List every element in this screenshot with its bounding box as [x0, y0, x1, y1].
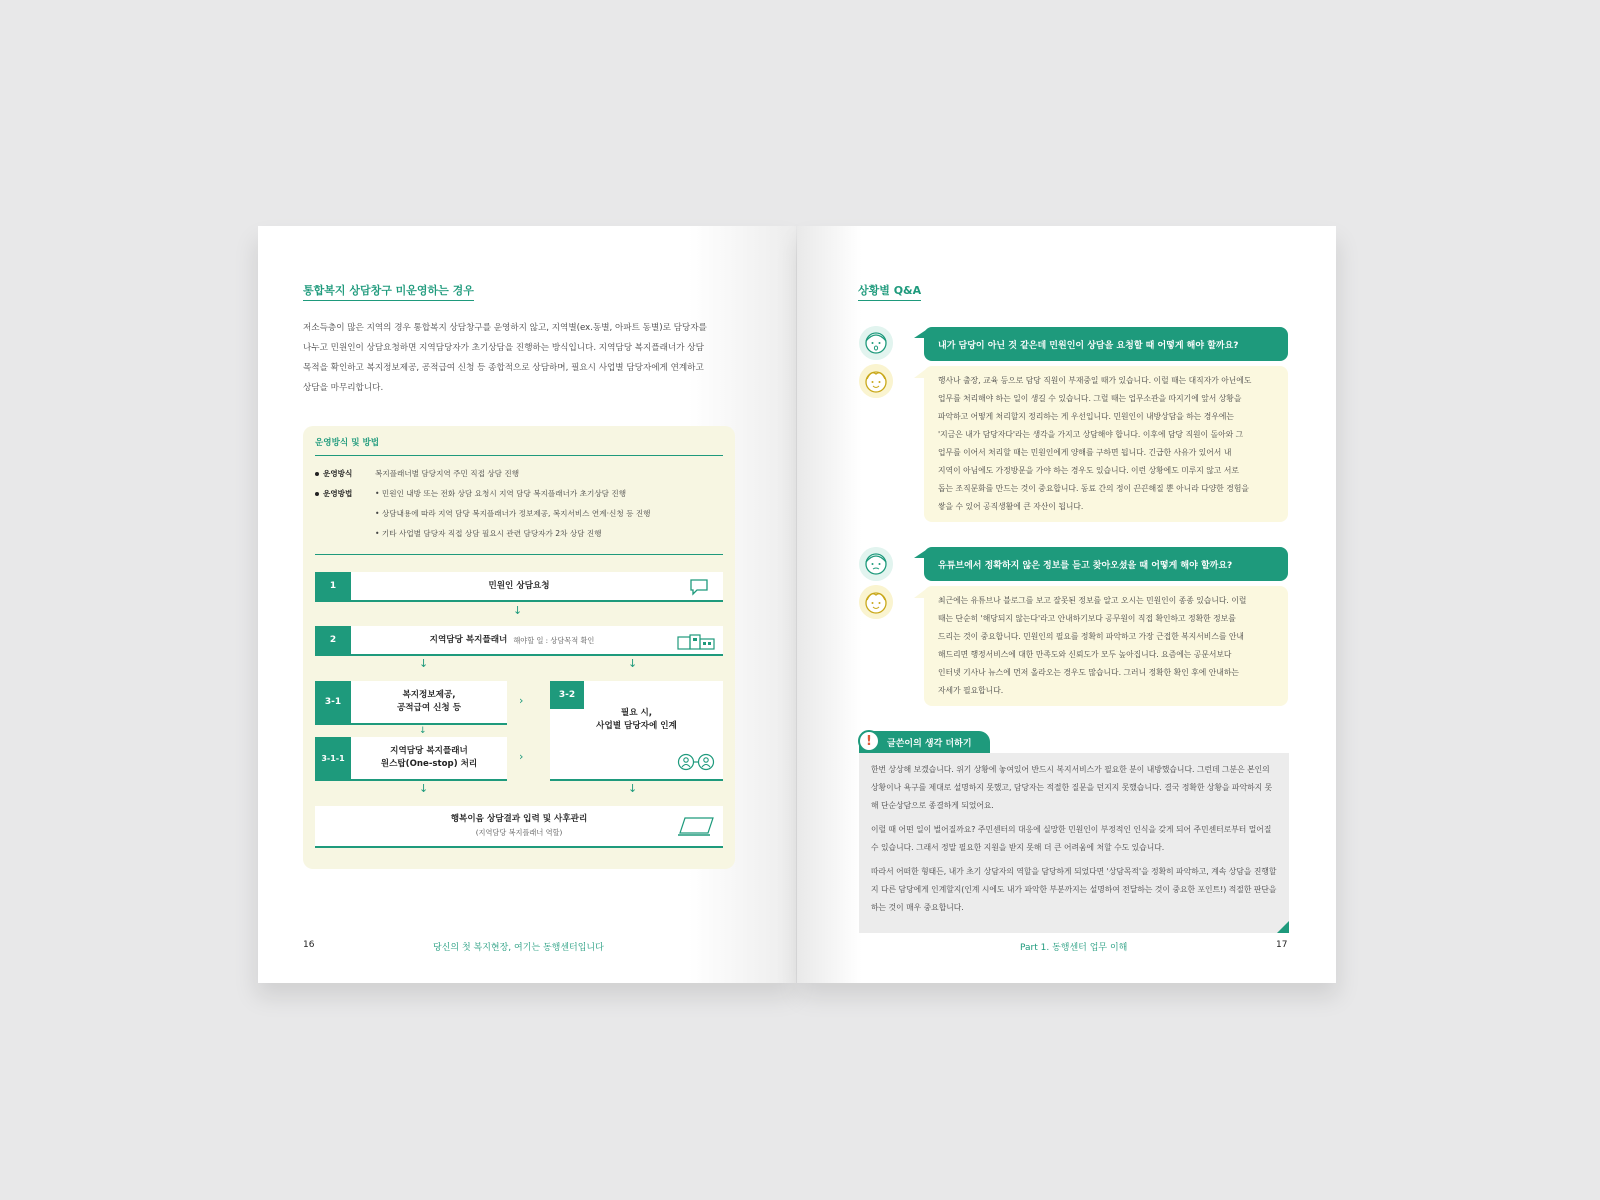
answer-bubble-1 — [924, 366, 1288, 522]
operation-box — [303, 426, 735, 869]
intro-line: 나누고 민원인이 상담요청하면 지역담당자가 초기상담을 진행하는 방식입니다. 지역담당 복지플래너가 상담 — [303, 343, 704, 353]
flow-step-3-2 — [550, 681, 723, 781]
answer-line: 최근에는 유튜브나 블로그를 보고 잘못된 정보를 알고 오시는 민원인이 종종 있습니다. 이럴 — [938, 596, 1247, 605]
step-label — [351, 626, 673, 654]
boy-avatar-icon — [859, 364, 893, 398]
note-tab: 글쓴이의 생각 더하기 — [859, 731, 990, 753]
answer-line: 인터넷 기사나 뉴스에 먼저 올라오는 경우도 많습니다. 그러니 정확한 확인 후에 안내하는 — [938, 668, 1239, 677]
page-number: 17 — [1276, 940, 1288, 950]
answer-line: '지금은 내가 담당자다'라는 생각을 가지고 상담해야 합니다. 이후에 담당 직원이 돌아와 그 — [938, 430, 1244, 439]
how-item: • 민원인 내방 또는 전화 상담 요청시 지역 담당 복지플래너가 초기상담 진행 — [375, 489, 627, 498]
step-label — [351, 737, 507, 779]
step-number: 3-1 — [315, 681, 351, 723]
flow-step-final — [315, 806, 723, 848]
operation-method-row — [315, 468, 352, 479]
step-line: 행복이음 상담결과 입력 및 사후관리 — [450, 814, 588, 824]
step-subtext: (지역담당 복지플래너 역할) — [475, 828, 563, 837]
chevron-right-icon: › — [519, 750, 524, 763]
flow-step-1 — [315, 572, 723, 602]
down-arrow-icon: ↓ — [628, 782, 638, 795]
exclamation-icon: ! — [858, 730, 880, 752]
step-title: 지역담당 복지플래너 — [429, 634, 508, 645]
step-line: 공적급여 신청 등 — [396, 703, 462, 713]
answer-line: 파악하고 어떻게 처리할지 정리하는 게 우선입니다. 민원인이 내방상담을 하는 경우에는 — [938, 412, 1234, 421]
footer-title: 당신의 첫 복지현장, 여기는 동행센터입니다 — [433, 943, 604, 953]
step-number: 3-2 — [550, 681, 584, 709]
answer-line: 업무를 이어서 처리할 때는 민원인에게 양해를 구하면 됩니다. 긴급한 사유가 있어서 내 — [938, 448, 1232, 457]
step-line: 필요 시, — [620, 708, 653, 718]
answer-line: 지역이 아님에도 가정방문을 가야 하는 경우도 있습니다. 이런 상황에도 미루지 않고 서로 — [938, 466, 1239, 475]
down-arrow-icon: ↓ — [628, 657, 638, 670]
question-bubble-1: 내가 담당이 아닌 것 같은데 민원인이 상담을 요청할 때 어떻게 해야 할까요? — [924, 327, 1288, 361]
intro-line: 상담을 마무리합니다. — [303, 383, 384, 393]
step-line: 원스탑(One-stop) 처리 — [380, 759, 478, 769]
people-transfer-icon — [677, 753, 715, 771]
footer-title: Part 1. 동행센터 업무 이해 — [1020, 943, 1128, 953]
answer-line: 해드리면 행정서비스에 대한 만족도와 신뢰도가 모두 높아집니다. 요즘에는 공문서보다 — [938, 650, 1232, 659]
note-paragraph: 따라서 어떠한 형태든, 내가 초기 상담자의 역할을 담당하게 되었다면 '상담목적'을 정확히 파악하고, 계속 상담을 진행할지 다른 담당에게 인계할지(인계 시에도 내가 파악한 부분까지는 설명하여 전달하는 것이 중요한 포인트!) 적절한 판단을 하는 것이 매우 중요합니다. — [871, 867, 1277, 912]
intro-line: 저소득층이 많은 지역의 경우 통합복지 상담창구를 운영하지 않고, 지역별(ex.동별, 아파트 동별)로 담당자를 — [303, 323, 707, 333]
operation-box-title: 운영방식 및 방법 — [315, 438, 380, 448]
answer-line: 행사나 출장, 교육 등으로 담당 직원이 부재중일 때가 있습니다. 이럴 때는 대직자가 아닌에도 — [938, 376, 1252, 385]
step-label — [550, 701, 723, 739]
chevron-right-icon: › — [519, 694, 524, 707]
step-line: 복지정보제공, — [402, 690, 456, 700]
girl-avatar-icon — [859, 326, 893, 360]
step-number: 2 — [315, 626, 351, 654]
intro-line: 목적을 확인하고 복지정보제공, 공적급여 신청 등 종합적으로 상담하며, 필요시 사업별 담당자에게 연계하고 — [303, 363, 704, 373]
down-arrow-icon: ↓ — [419, 726, 427, 736]
chat-bubble-icon — [689, 578, 709, 596]
right-page — [797, 226, 1336, 983]
step-number: 3-1-1 — [315, 737, 351, 779]
down-arrow-icon: ↓ — [419, 657, 429, 670]
divider — [315, 554, 723, 555]
bullet — [315, 492, 319, 496]
step-label — [315, 806, 723, 846]
note-paragraph: 이럴 때 어떤 일이 벌어질까요? 주민센터의 대응에 실망한 민원인이 부정적인 인식을 갖게 되어 주민센터로부터 멀어질 수 있습니다. 그래서 정말 필요한 지원을 받지 못해 더 큰 어려움에 처할 수도 있습니다. — [871, 825, 1272, 852]
divider — [315, 455, 723, 456]
left-page — [258, 226, 796, 983]
step-number: 1 — [315, 572, 351, 600]
flow-step-3-1 — [315, 681, 507, 725]
down-arrow-icon: ↓ — [513, 604, 523, 617]
step-label: 민원인 상담요청 — [488, 580, 550, 591]
intro-paragraph — [303, 318, 743, 398]
method-label: 운영방식 — [323, 469, 353, 478]
operation-how-row — [315, 488, 352, 499]
bullet — [315, 472, 319, 476]
corner-fold — [1277, 921, 1289, 933]
boy-avatar-icon — [859, 585, 893, 619]
step-line: 지역담당 복지플래너 — [390, 746, 468, 756]
answer-line: 돕는 조직문화를 만드는 것이 중요합니다. 동료 간의 정이 끈끈해질 뿐 아니라 다양한 경험을 — [938, 484, 1249, 493]
step-line: 사업별 담당자에 인계 — [596, 721, 677, 731]
method-text: 복지플래너별 담당지역 주민 직접 상담 진행 — [375, 469, 520, 478]
how-label: 운영방법 — [323, 489, 353, 498]
note-paragraph: 한번 상상해 보겠습니다. 위기 상황에 놓여있어 반드시 복지서비스가 필요한 분이 내방했습니다. 그런데 그분은 본인의 상황이나 욕구를 제대로 설명하지 못했고, 담당자는 적절한 질문을 던지지 못했습니다. 결국 정확한 상황을 파악하지 못해 단순상담으로 종결하게 되었어요. — [871, 765, 1273, 810]
page-number: 16 — [303, 940, 315, 950]
answer-bubble-2 — [924, 586, 1288, 706]
flow-step-2 — [315, 626, 723, 656]
answer-line: 드리는 것이 중요합니다. 민원인의 필요를 정확히 파악하고 가장 근접한 복지서비스를 안내 — [938, 632, 1244, 641]
question-bubble-2: 유튜브에서 정확하지 않은 정보를 듣고 찾아오셨을 때 어떻게 해야 할까요? — [924, 547, 1288, 581]
down-arrow-icon: ↓ — [419, 782, 429, 795]
note-box — [859, 753, 1289, 933]
section-heading: 상황별 Q&A — [858, 282, 921, 301]
answer-line: 쌓을 수 있어 공직생활에 큰 자산이 됩니다. — [938, 502, 1084, 511]
answer-line: 업무를 처리해야 하는 일이 생길 수 있습니다. 그럴 때는 업무소관을 따지기에 앞서 상황을 — [938, 394, 1242, 403]
office-building-icon — [677, 634, 715, 650]
flow-step-3-1-1 — [315, 737, 507, 781]
step-label — [351, 681, 507, 723]
how-item: • 기타 사업별 담당자 직접 상담 필요시 관련 담당자가 2차 상담 진행 — [375, 529, 602, 538]
answer-line: 자세가 필요합니다. — [938, 686, 1004, 695]
girl-avatar-icon — [859, 547, 893, 581]
how-item: • 상담내용에 따라 지역 담당 복지플래너가 정보제공, 복지서비스 연계·신청 등 진행 — [375, 509, 651, 518]
answer-line: 때는 단순히 '해당되지 않는다'라고 안내하기보다 공무원이 직접 확인하고 정확한 정보를 — [938, 614, 1236, 623]
step-subtext: 해야할 일 : 상담목적 확인 — [513, 635, 595, 645]
section-heading: 통합복지 상담창구 미운영하는 경우 — [303, 282, 474, 301]
laptop-icon — [677, 816, 715, 838]
